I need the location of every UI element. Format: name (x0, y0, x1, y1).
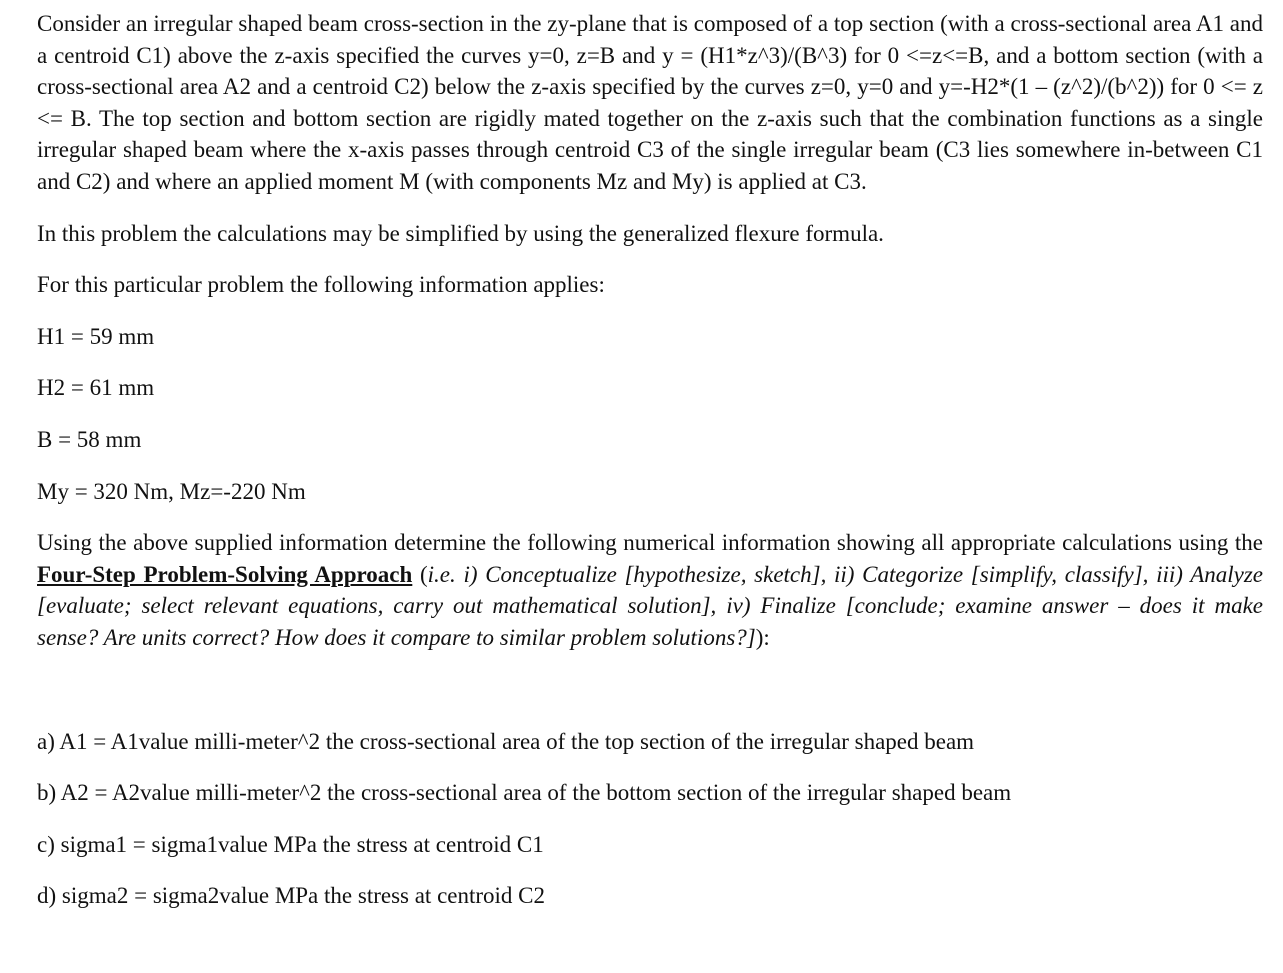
given-moments: My = 320 Nm, Mz=-220 Nm (37, 478, 306, 504)
problem-intro: Consider an irregular shaped beam cross-section in the zy-plane that is composed of a top section (with a cross-sectional area A1 and a centroid C1) above the z-axis specified the curves y=0, z=B and y = (H1*z^3)/(B^3) for 0 <=z<=B, and a bottom section (with a cross-sectional area A2 and a centroid C2) below the z-axis specified by the curves z=0, y=0 and y=-H2*(1 – (z^2)/(b^2)) for 0 <= z <= B. The top section and bottom section are rigidly mated together on the z-axis such that the combination functions as a single irregular shaped beam where the x-axis passes through centroid C3 of the single irregular beam (C3 lies somewhere in-between C1 and C2) and where an applied moment M (with components Mz and My) is applied at C3. (37, 11, 1263, 194)
instructions-paren-open: ( (412, 561, 428, 587)
question-c: c) sigma1 = sigma1value MPa the stress at centroid C1 (37, 831, 544, 857)
given-b: B = 58 mm (37, 426, 142, 452)
simplification-note: In this problem the calculations may be simplified by using the generalized flexure formula. (37, 220, 884, 246)
info-intro: For this particular problem the following information applies: (37, 272, 605, 298)
instructions-paren-close: ): (755, 624, 770, 650)
instructions-steps: i.e. i) Conceptualize [hypothesize, sketch], ii) Categorize [simplify, classify], iii) Analyze [evaluate; select relevant equations, carry out mathematical solution], iv) Finalize [conclude; examine answer – does it make sense? Are units correct? How does it compare to similar problem solutions?] (37, 561, 1263, 650)
question-a: a) A1 = A1value milli-meter^2 the cross-sectional area of the top section of the irregular shaped beam (37, 728, 975, 754)
instructions-lead: Using the above supplied information determine the following numerical information showing all appropriate calculations using the (37, 530, 1263, 556)
given-h1: H1 = 59 mm (37, 323, 155, 349)
four-step-approach-link[interactable]: Four-Step Problem-Solving Approach (37, 561, 413, 587)
problem-document (37, 8, 1263, 912)
question-b: b) A2 = A2value milli-meter^2 the cross-sectional area of the bottom section of the irregular shaped beam (37, 780, 1012, 806)
given-h2: H2 = 61 mm (37, 375, 155, 401)
question-d: d) sigma2 = sigma2value MPa the stress at centroid C2 (37, 883, 546, 909)
instructions (37, 527, 1263, 653)
